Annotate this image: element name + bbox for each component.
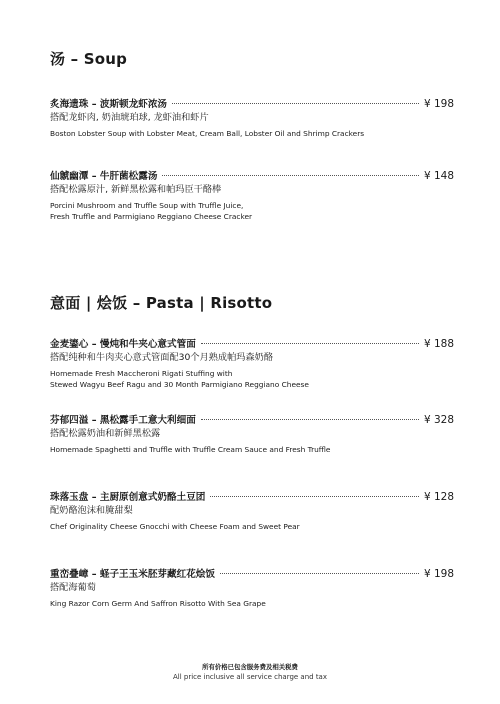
menu-item-header — [50, 336, 454, 351]
menu-item-description-cn: 搭配海葡萄 — [50, 582, 96, 593]
menu-item-en-line: Porcini Mushroom and Truffle Soup with Truffle Juice, — [50, 201, 244, 210]
menu-item-en-line: Fresh Truffle and Parmigiano Reggiano Cheese Cracker — [50, 212, 253, 221]
menu-item-header — [50, 489, 454, 504]
menu-item-price: ¥ 198 — [423, 98, 454, 110]
menu-item-price: ¥ 328 — [423, 414, 454, 426]
menu-item-description-cn: 搭配龙虾肉, 奶油琥珀球, 龙虾油和虾片 — [50, 112, 209, 123]
menu-item-description-en — [50, 128, 454, 139]
menu-item-price: ¥ 128 — [423, 491, 454, 503]
menu-item-description-en — [50, 521, 454, 532]
menu-item-price: ¥ 148 — [423, 170, 454, 182]
footer-note-cn: 所有价格已包含服务费及相关税费 — [202, 663, 298, 671]
dotted-leader — [162, 175, 419, 176]
section-title-pasta: 意面 | 烩饭 – Pasta | Risotto — [50, 294, 273, 312]
dotted-leader — [172, 103, 419, 104]
menu-item — [50, 566, 454, 609]
menu-item — [50, 336, 454, 390]
menu-item-en-line: King Razor Corn Germ And Saffron Risotto With Sea Grape — [50, 599, 266, 608]
dotted-leader — [210, 496, 419, 497]
menu-item — [50, 96, 454, 139]
menu-item-description-cn: 搭配松露奶油和新鲜黑松露 — [50, 428, 161, 439]
menu-item — [50, 489, 454, 532]
menu-item-header — [50, 168, 454, 183]
menu-item-name: 芬郁四溢 – 黑松露手工意大利细面 — [50, 415, 196, 426]
menu-item-name: 金麦鎏心 – 慢炖和牛夹心意式管面 — [50, 339, 196, 350]
menu-item-en-line: Homemade Fresh Maccheroni Rigati Stuffing with — [50, 369, 233, 378]
menu-item-header — [50, 412, 454, 427]
menu-item-header — [50, 566, 454, 581]
menu-item-description-en — [50, 200, 454, 222]
menu-item-price: ¥ 188 — [423, 338, 454, 350]
menu-item-en-line: Homemade Spaghetti and Truffle with Truffle Cream Sauce and Fresh Truffle — [50, 445, 331, 454]
menu-item-description-en — [50, 368, 454, 390]
section-title-soup: 汤 – Soup — [50, 50, 128, 68]
menu-item-header — [50, 96, 454, 111]
menu-item-description-cn: 配奶酪泡沫和腌甜梨 — [50, 505, 133, 516]
menu-item-description-en — [50, 444, 454, 455]
menu-item-description-cn: 搭配纯种和牛肉夹心意式管面配30个月熟成帕玛森奶酪 — [50, 352, 274, 363]
menu-item-name: 炙海遗珠 – 波斯顿龙虾浓汤 — [50, 99, 168, 110]
menu-item-name: 珠落玉盘 – 主厨原创意式奶酪土豆团 — [50, 492, 206, 503]
menu-item-price: ¥ 198 — [423, 568, 454, 580]
dotted-leader — [201, 419, 419, 420]
menu-item-name: 重峦叠嶂 – 蛏子王玉米胚芽藏红花烩饭 — [50, 569, 215, 580]
footer-note-en: All price inclusive all service charge and tax — [172, 673, 327, 681]
menu-item-description-en — [50, 598, 454, 609]
menu-item-en-line: Stewed Wagyu Beef Ragu and 30 Month Parmigiano Reggiano Cheese — [50, 380, 309, 389]
menu-item-description-cn: 搭配松露原汁, 新鲜黑松露和帕玛臣干酪棒 — [50, 184, 222, 195]
menu-item-en-line: Boston Lobster Soup with Lobster Meat, Cream Ball, Lobster Oil and Shrimp Crackers — [50, 129, 365, 138]
footer-note — [0, 662, 500, 683]
dotted-leader — [201, 343, 419, 344]
menu-item — [50, 412, 454, 455]
menu-item-en-line: Chef Originality Cheese Gnocchi with Cheese Foam and Sweet Pear — [50, 522, 300, 531]
dotted-leader — [220, 573, 419, 574]
menu-item-name: 仙虩幽潭 – 牛肝菌松露汤 — [50, 171, 158, 182]
menu-item — [50, 168, 454, 222]
